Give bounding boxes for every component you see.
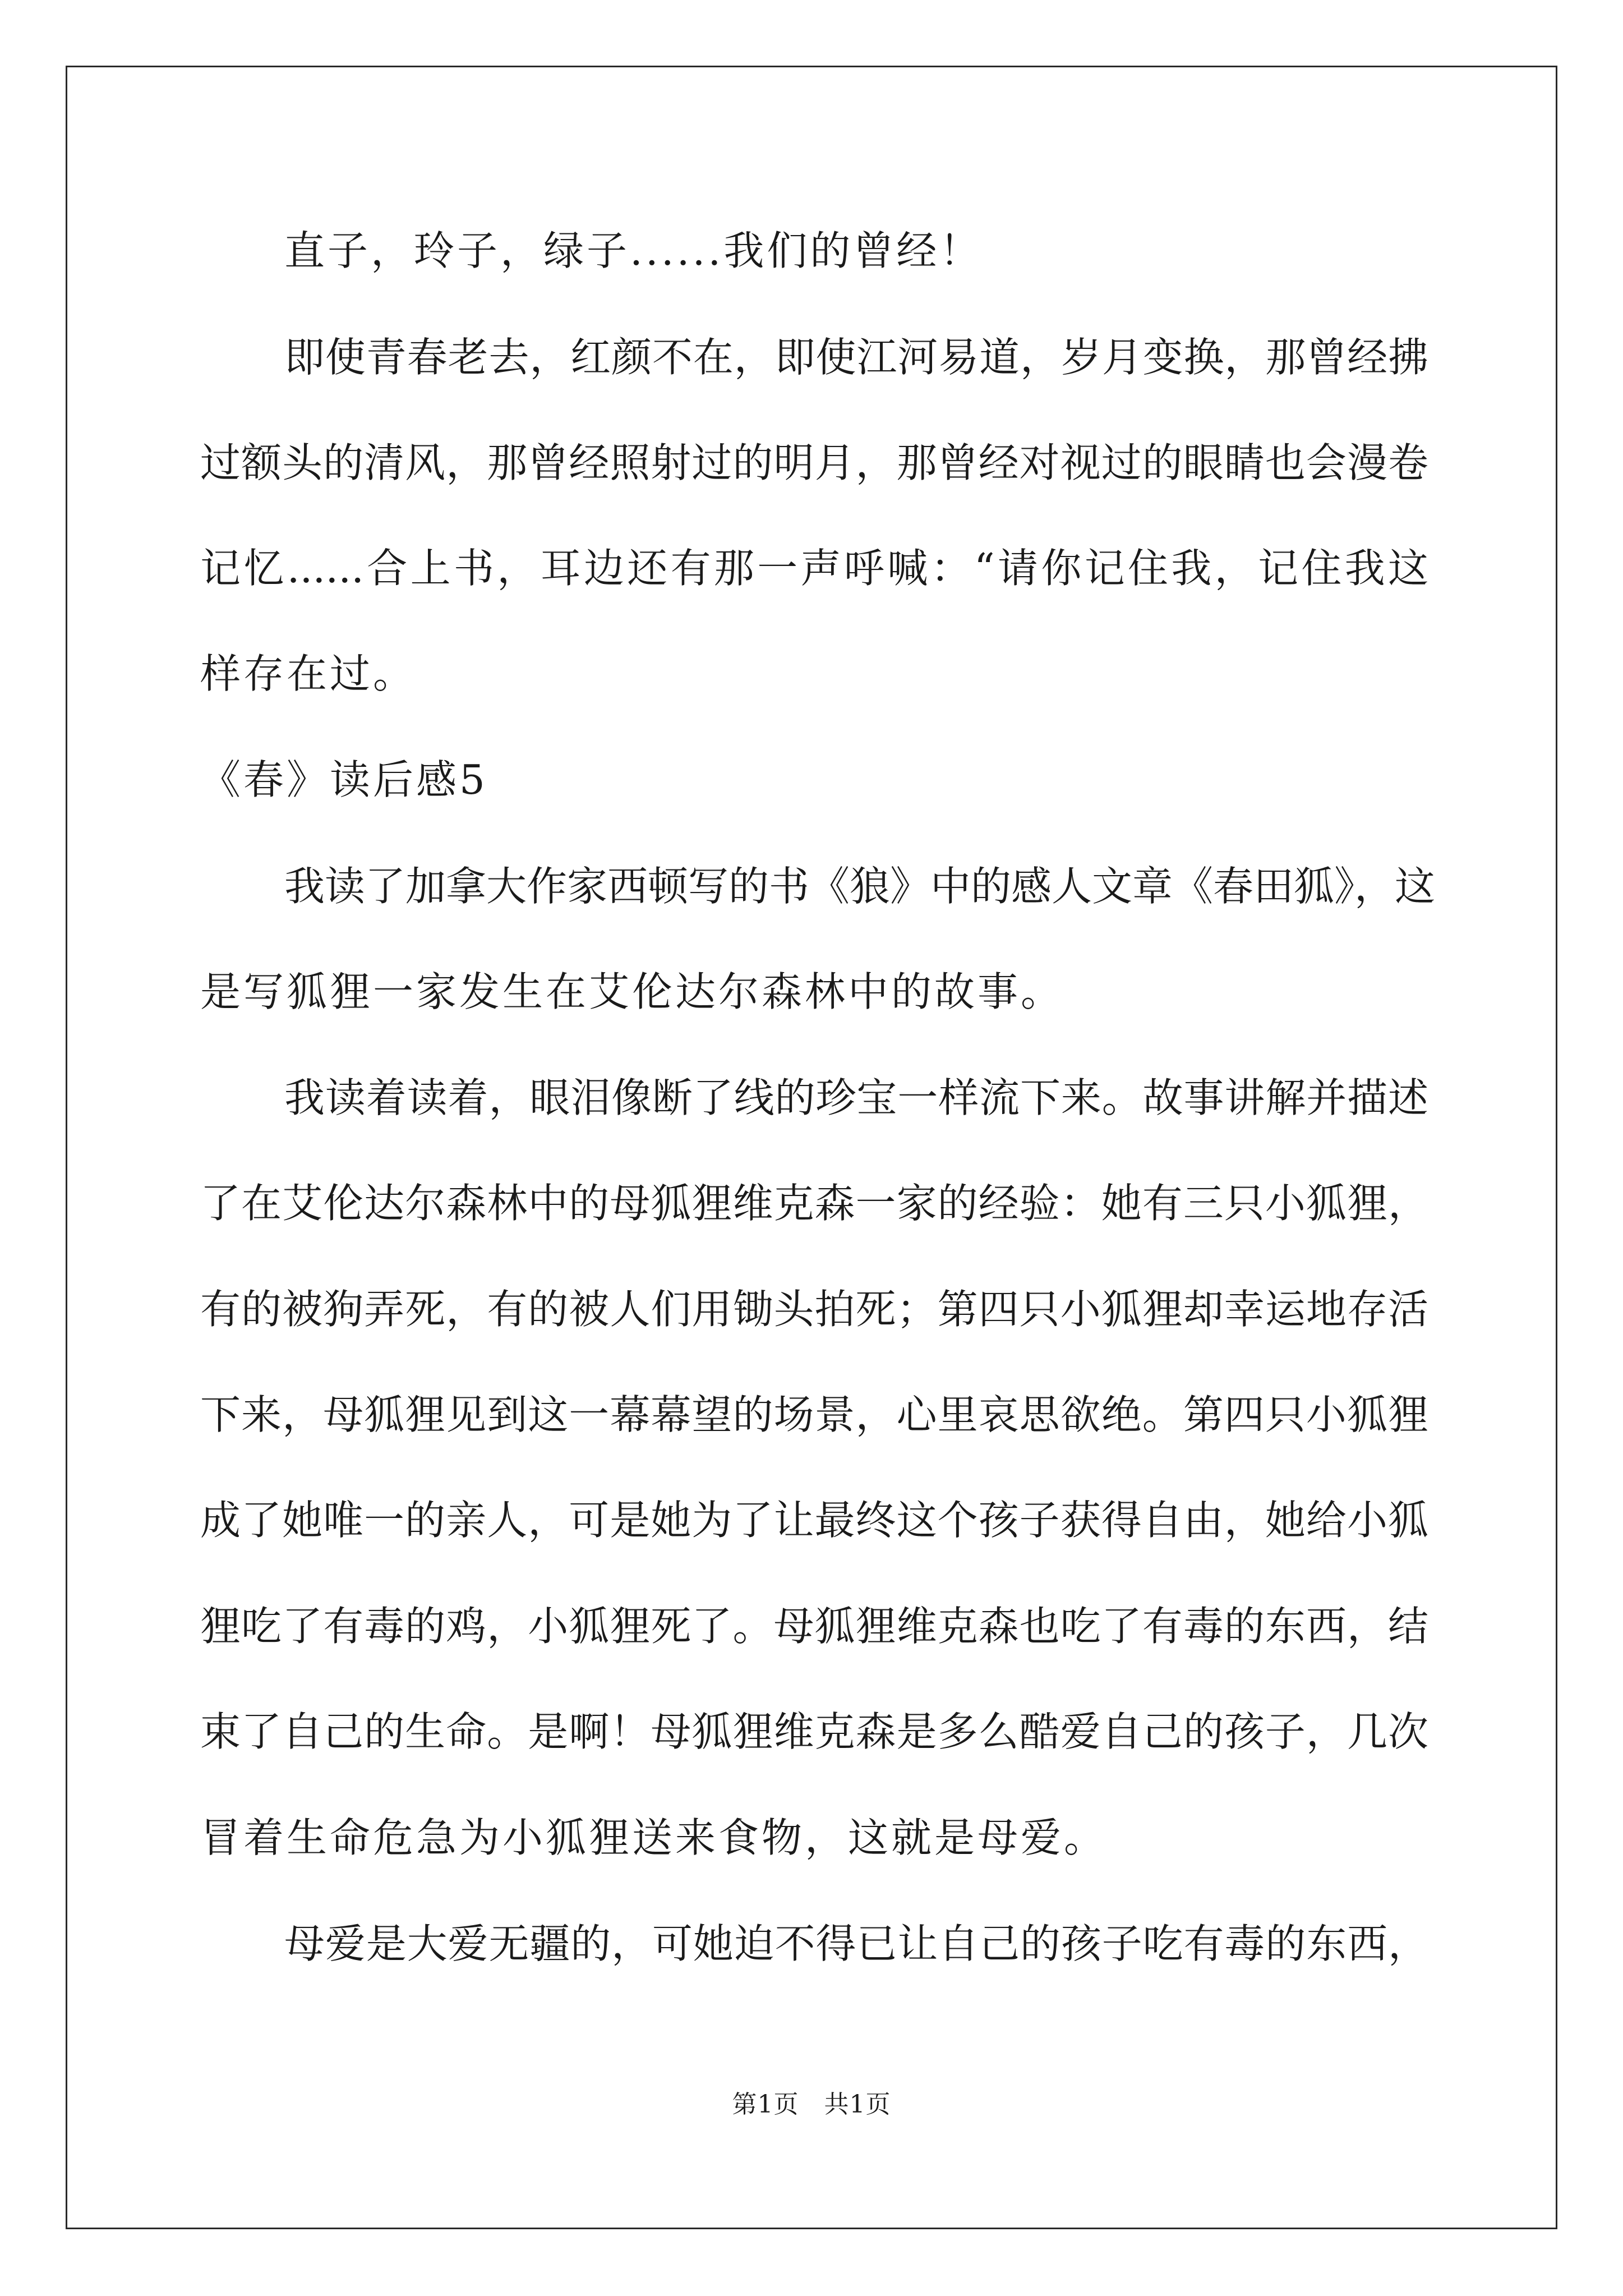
paragraph-line: 即使青春老去，红颜不在，即使江河易道，岁月变换，那曾经拂 bbox=[284, 334, 1428, 381]
paragraph-line: 成了她唯一的亲人，可是她为了让最终这个孩子获得自由，她给小狐 bbox=[200, 1497, 1428, 1544]
paragraph-line: 下来，母狐狸见到这一幕幕望的场景，心里哀思欲绝。第四只小狐狸 bbox=[200, 1391, 1428, 1438]
paragraph-line: 狸吃了有毒的鸡，小狐狸死了。母狐狸维克森也吃了有毒的东西，结 bbox=[200, 1603, 1428, 1650]
paragraph-line: 我读着读着，眼泪像断了线的珍宝一样流下来。故事讲解并描述 bbox=[284, 1074, 1428, 1121]
page-border bbox=[66, 66, 1557, 2229]
paragraph-line: 记忆......合上书，耳边还有那一声呼喊：“请你记住我，记住我这 bbox=[200, 545, 1428, 592]
paragraph-line: 束了自己的生命。是啊！母狐狸维克森是多么酷爱自己的孩子，几次 bbox=[200, 1708, 1428, 1755]
paragraph-line: 直子，玲子，绿子......我们的曾经！ bbox=[284, 227, 983, 274]
paragraph-line: 母爱是大爱无疆的，可她迫不得已让自己的孩子吃有毒的东西， bbox=[284, 1920, 1428, 1967]
paragraph-line: 有的被狗弄死，有的被人们用锄头拍死；第四只小狐狸却幸运地存活 bbox=[200, 1286, 1428, 1333]
paragraph-line: 冒着生命危急为小狐狸送来食物，这就是母爱。 bbox=[200, 1814, 1108, 1861]
paragraph-line: 了在艾伦达尔森林中的母狐狸维克森一家的经验：她有三只小狐狸， bbox=[200, 1180, 1428, 1227]
paragraph-line: 是写狐狸一家发生在艾伦达尔森林中的故事。 bbox=[200, 968, 1064, 1015]
paragraph-line: 我读了加拿大作家西顿写的书《狼》中的感人文章《春田狐》，这 bbox=[284, 863, 1436, 910]
page-footer: 第1页 共1页 bbox=[732, 2090, 891, 2119]
section-heading: 《春》读后感5 bbox=[200, 756, 488, 803]
paragraph-line: 样存在过。 bbox=[200, 650, 417, 697]
paragraph-line: 过额头的清风，那曾经照射过的明月，那曾经对视过的眼睛也会漫卷 bbox=[200, 439, 1428, 486]
